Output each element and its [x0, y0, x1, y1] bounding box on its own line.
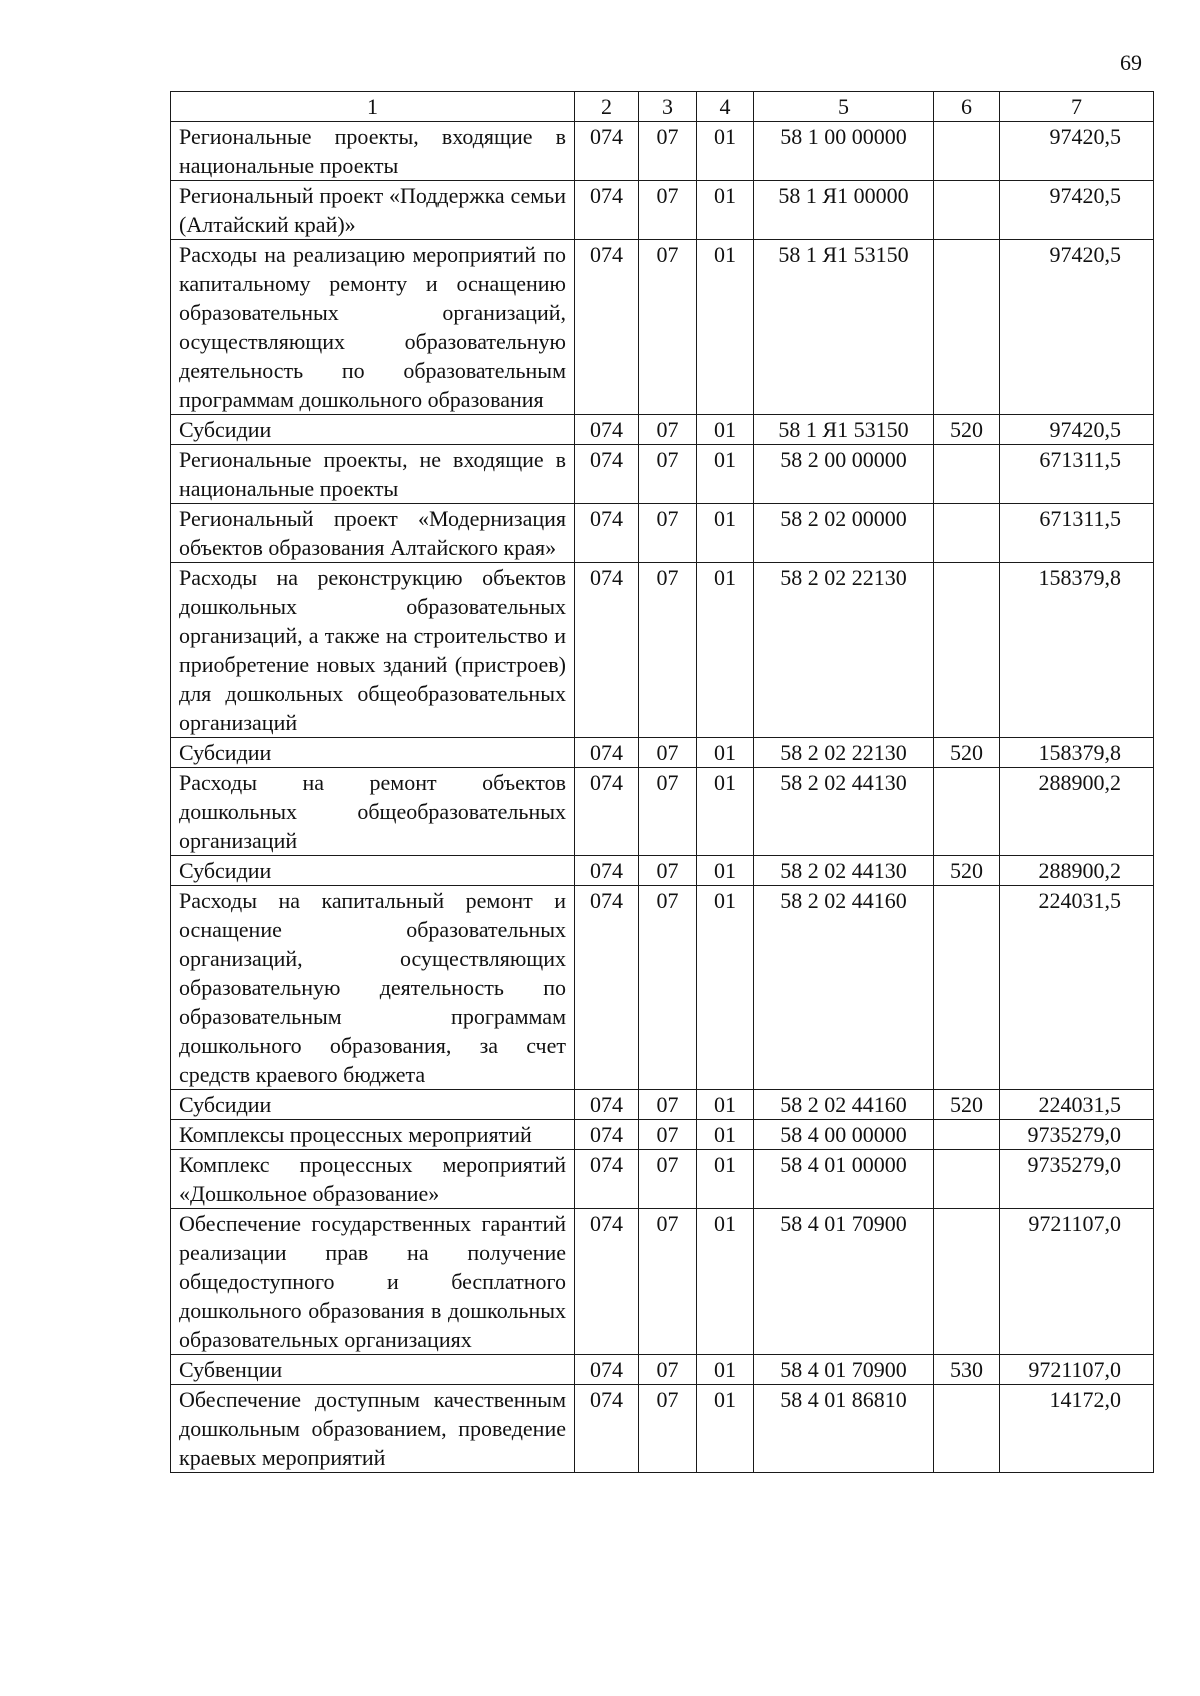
table-row: [171, 856, 1154, 886]
row-description: Субсидии: [171, 1090, 575, 1120]
row-code-6: [934, 181, 1000, 240]
row-amount: 97420,5: [1000, 122, 1154, 181]
row-code-3: 07: [639, 240, 697, 415]
row-code-5: 58 4 01 86810: [754, 1385, 934, 1473]
row-code-4: 01: [697, 1090, 754, 1120]
row-code-4: 01: [697, 1385, 754, 1473]
row-description: Субвенции: [171, 1355, 575, 1385]
row-code-3: 07: [639, 122, 697, 181]
row-amount: 97420,5: [1000, 415, 1154, 445]
table-row: [171, 240, 1154, 415]
table-row: [171, 445, 1154, 504]
row-description: Субсидии: [171, 415, 575, 445]
row-code-6: [934, 1385, 1000, 1473]
row-code-5: 58 1 Я1 53150: [754, 240, 934, 415]
row-code-6: 520: [934, 738, 1000, 768]
row-code-2: 074: [575, 768, 639, 856]
row-code-4: 01: [697, 1209, 754, 1355]
row-code-6: [934, 122, 1000, 181]
table-row: [171, 1385, 1154, 1473]
row-code-5: 58 2 00 00000: [754, 445, 934, 504]
row-amount: 671311,5: [1000, 445, 1154, 504]
row-amount: 9735279,0: [1000, 1150, 1154, 1209]
row-code-2: 074: [575, 1090, 639, 1120]
row-code-6: 530: [934, 1355, 1000, 1385]
row-code-6: [934, 445, 1000, 504]
table-row: [171, 768, 1154, 856]
row-code-2: 074: [575, 563, 639, 738]
table-row: [171, 886, 1154, 1090]
row-amount: 224031,5: [1000, 1090, 1154, 1120]
row-code-2: 074: [575, 122, 639, 181]
row-code-5: 58 4 01 70900: [754, 1209, 934, 1355]
row-code-2: 074: [575, 1120, 639, 1150]
table-row: [171, 1120, 1154, 1150]
row-code-3: 07: [639, 1209, 697, 1355]
row-amount: 9735279,0: [1000, 1120, 1154, 1150]
row-code-5: 58 1 Я1 53150: [754, 415, 934, 445]
column-header-6: 6: [934, 92, 1000, 122]
row-code-6: [934, 240, 1000, 415]
row-code-4: 01: [697, 856, 754, 886]
column-header-7: 7: [1000, 92, 1154, 122]
column-header-3: 3: [639, 92, 697, 122]
row-code-6: [934, 1120, 1000, 1150]
row-code-5: 58 2 02 44160: [754, 1090, 934, 1120]
row-description: Расходы на реконструкцию объектов дошкольных образовательных организаций, а также на строительство и приобретение новых зданий (пристроев) для дошкольных общеобразовательных организаций: [171, 563, 575, 738]
row-amount: 158379,8: [1000, 563, 1154, 738]
row-code-5: 58 4 01 70900: [754, 1355, 934, 1385]
row-code-3: 07: [639, 1385, 697, 1473]
row-code-2: 074: [575, 415, 639, 445]
row-code-2: 074: [575, 738, 639, 768]
row-code-3: 07: [639, 415, 697, 445]
table-row: [171, 504, 1154, 563]
row-description: Обеспечение государственных гарантий реализации прав на получение общедоступного и бесплатного дошкольного образования в дошкольных образовательных организациях: [171, 1209, 575, 1355]
row-description: Субсидии: [171, 738, 575, 768]
row-description: Расходы на ремонт объектов дошкольных общеобразовательных организаций: [171, 768, 575, 856]
row-amount: 97420,5: [1000, 240, 1154, 415]
row-code-5: 58 2 02 44160: [754, 886, 934, 1090]
row-amount: 671311,5: [1000, 504, 1154, 563]
row-code-3: 07: [639, 1120, 697, 1150]
row-code-3: 07: [639, 504, 697, 563]
column-header-4: 4: [697, 92, 754, 122]
row-description: Субсидии: [171, 856, 575, 886]
table-row: [171, 1209, 1154, 1355]
row-code-6: [934, 1209, 1000, 1355]
table-row: [171, 181, 1154, 240]
row-code-6: [934, 1150, 1000, 1209]
row-code-2: 074: [575, 1209, 639, 1355]
row-code-4: 01: [697, 504, 754, 563]
row-code-4: 01: [697, 738, 754, 768]
row-code-4: 01: [697, 445, 754, 504]
row-code-4: 01: [697, 1120, 754, 1150]
row-code-6: [934, 504, 1000, 563]
row-code-5: 58 2 02 22130: [754, 738, 934, 768]
row-code-3: 07: [639, 1090, 697, 1120]
row-code-4: 01: [697, 415, 754, 445]
row-description: Комплексы процессных мероприятий: [171, 1120, 575, 1150]
row-amount: 158379,8: [1000, 738, 1154, 768]
column-header-1: 1: [171, 92, 575, 122]
column-header-2: 2: [575, 92, 639, 122]
row-code-2: 074: [575, 1355, 639, 1385]
row-description: Расходы на реализацию мероприятий по капитальному ремонту и оснащению образовательных организаций, осуществляющих образовательную деятельность по образовательным программам дошкольного образования: [171, 240, 575, 415]
row-code-4: 01: [697, 1355, 754, 1385]
row-code-3: 07: [639, 856, 697, 886]
row-code-3: 07: [639, 563, 697, 738]
row-description: Региональные проекты, не входящие в национальные проекты: [171, 445, 575, 504]
row-code-5: 58 1 Я1 00000: [754, 181, 934, 240]
table-row: [171, 1355, 1154, 1385]
table-row: [171, 1090, 1154, 1120]
row-amount: 288900,2: [1000, 768, 1154, 856]
row-amount: 14172,0: [1000, 1385, 1154, 1473]
row-code-5: 58 4 01 00000: [754, 1150, 934, 1209]
row-code-4: 01: [697, 886, 754, 1090]
row-code-2: 074: [575, 1150, 639, 1209]
row-amount: 224031,5: [1000, 886, 1154, 1090]
row-description: Региональные проекты, входящие в национальные проекты: [171, 122, 575, 181]
row-description: Комплекс процессных мероприятий «Дошкольное образование»: [171, 1150, 575, 1209]
row-code-2: 074: [575, 445, 639, 504]
row-code-4: 01: [697, 1150, 754, 1209]
row-code-6: 520: [934, 856, 1000, 886]
row-amount: 97420,5: [1000, 181, 1154, 240]
row-code-3: 07: [639, 886, 697, 1090]
row-amount: 9721107,0: [1000, 1355, 1154, 1385]
row-code-5: 58 2 02 22130: [754, 563, 934, 738]
row-code-3: 07: [639, 768, 697, 856]
row-code-4: 01: [697, 563, 754, 738]
row-description: Региональный проект «Модернизация объектов образования Алтайского края»: [171, 504, 575, 563]
row-code-5: 58 2 02 00000: [754, 504, 934, 563]
row-code-2: 074: [575, 1385, 639, 1473]
budget-table: [170, 91, 1154, 1473]
row-code-3: 07: [639, 1355, 697, 1385]
table-row: [171, 738, 1154, 768]
row-code-4: 01: [697, 181, 754, 240]
row-code-5: 58 2 02 44130: [754, 768, 934, 856]
row-amount: 288900,2: [1000, 856, 1154, 886]
table-body: [171, 122, 1154, 1473]
table-row: [171, 1150, 1154, 1209]
row-code-4: 01: [697, 768, 754, 856]
row-code-6: 520: [934, 1090, 1000, 1120]
row-code-5: 58 2 02 44130: [754, 856, 934, 886]
row-code-2: 074: [575, 856, 639, 886]
table-header-row: [171, 92, 1154, 122]
row-code-2: 074: [575, 240, 639, 415]
table-row: [171, 415, 1154, 445]
row-description: Обеспечение доступным качественным дошкольным образованием, проведение краевых мероприятий: [171, 1385, 575, 1473]
table-row: [171, 122, 1154, 181]
row-code-6: [934, 563, 1000, 738]
row-code-2: 074: [575, 886, 639, 1090]
row-description: Расходы на капитальный ремонт и оснащение образовательных организаций, осуществляющих образовательную деятельность по образовательным программам дошкольного образования, за счет средств краевого бюджета: [171, 886, 575, 1090]
row-code-3: 07: [639, 738, 697, 768]
row-code-4: 01: [697, 240, 754, 415]
row-amount: 9721107,0: [1000, 1209, 1154, 1355]
row-code-2: 074: [575, 181, 639, 240]
row-code-3: 07: [639, 181, 697, 240]
row-code-5: 58 4 00 00000: [754, 1120, 934, 1150]
row-code-6: 520: [934, 415, 1000, 445]
page-number: 69: [1120, 50, 1142, 75]
row-code-4: 01: [697, 122, 754, 181]
row-code-3: 07: [639, 445, 697, 504]
row-code-6: [934, 768, 1000, 856]
row-description: Региональный проект «Поддержка семьи (Алтайский край)»: [171, 181, 575, 240]
table-row: [171, 563, 1154, 738]
column-header-5: 5: [754, 92, 934, 122]
row-code-5: 58 1 00 00000: [754, 122, 934, 181]
row-code-2: 074: [575, 504, 639, 563]
row-code-6: [934, 886, 1000, 1090]
row-code-3: 07: [639, 1150, 697, 1209]
